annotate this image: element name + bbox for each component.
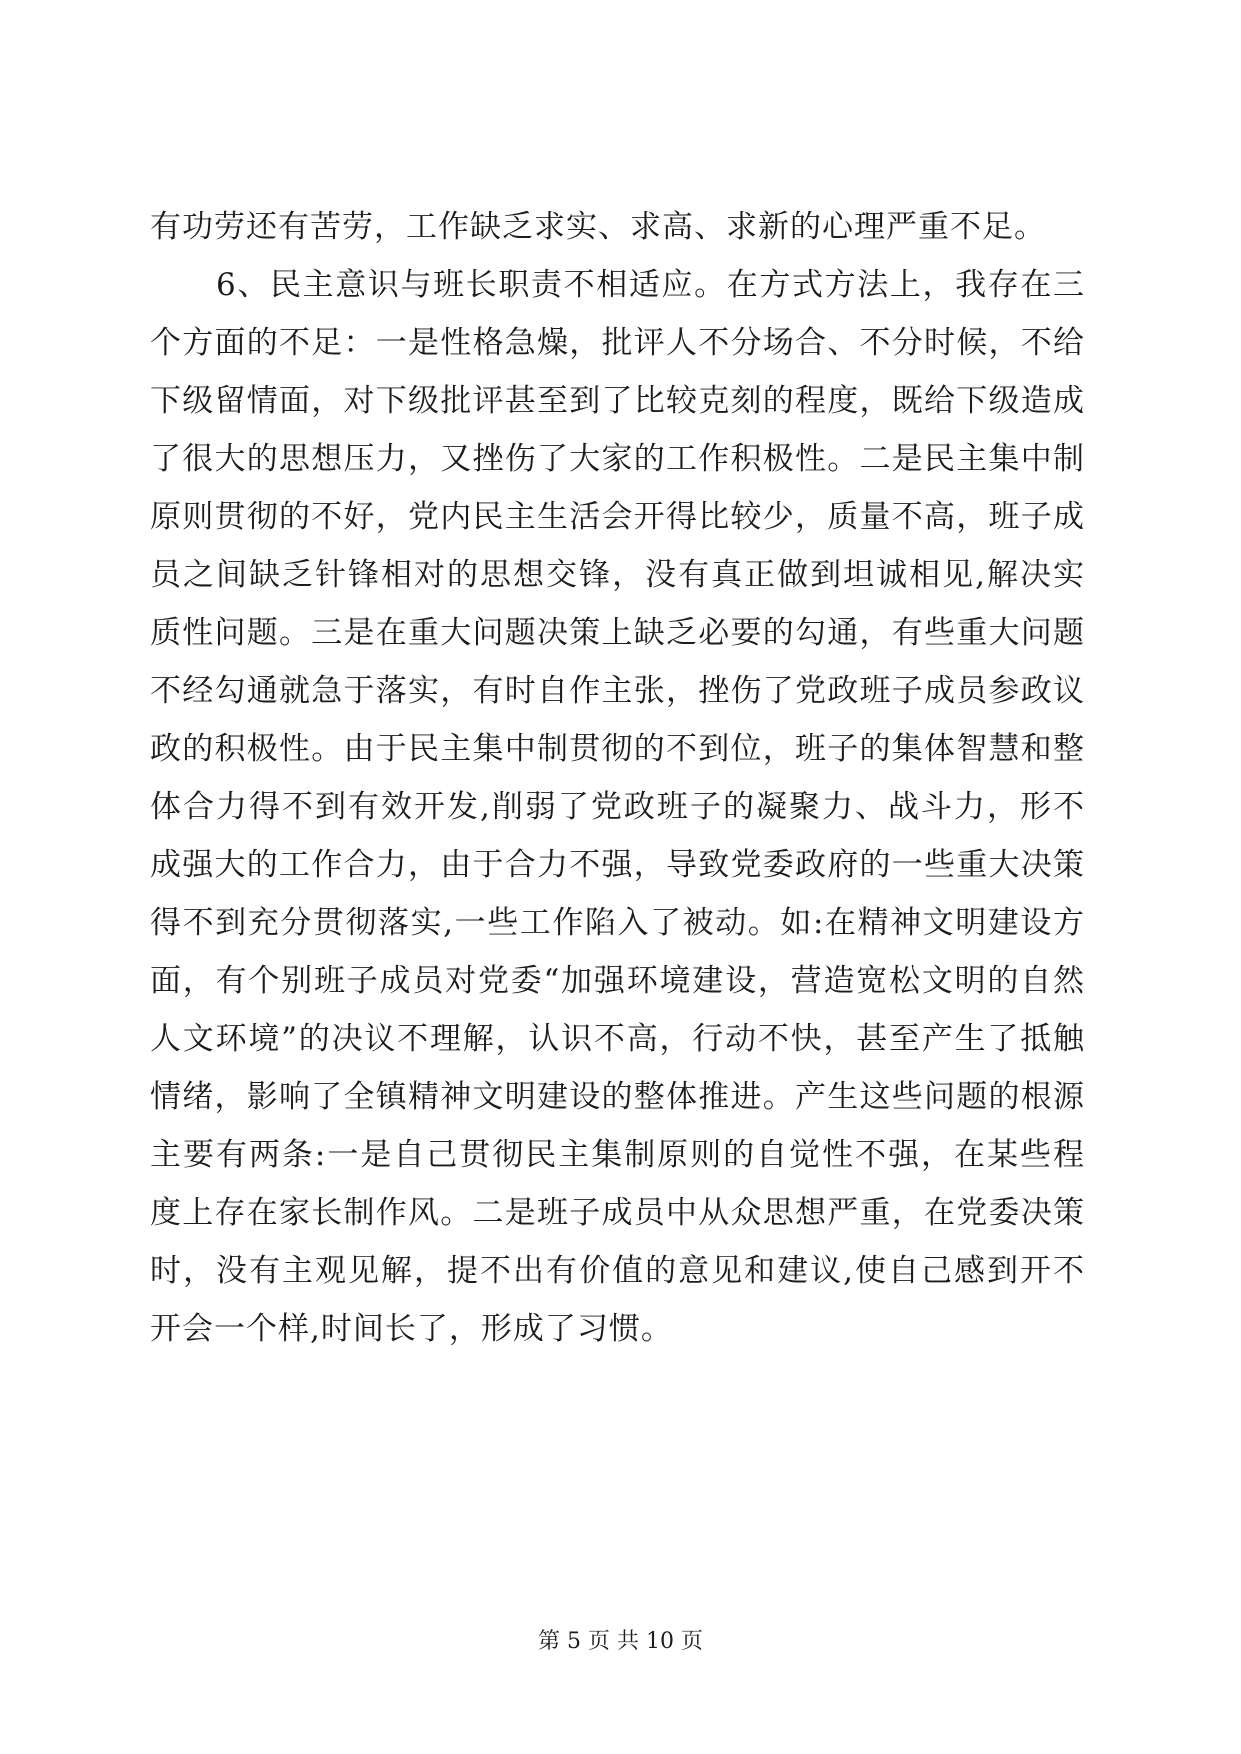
page-footer: 第 5 页 共 10 页: [538, 1629, 703, 1654]
document-body: [150, 198, 1085, 1358]
paragraph-item-6: 6、民主意识与班长职责不相适应。在方式方法上，我存在三个方面的不足：一是性格急燥，批评人不分场合、不分时候，不给下级留情面，对下级批评甚至到了比较克刻的程度，既给下级造成了很大的思想压力，又挫伤了大家的工作积极性。二是民主集中制原则贯彻的不好，党内民主生活会开得比较少，质量不高，班子成员之间缺乏针锋相对的思想交锋，没有真正做到坦诚相见,解决实质性问题。三是在重大问题决策上缺乏必要的勾通，有些重大问题不经勾通就急于落实，有时自作主张，挫伤了党政班子成员参政议政的积极性。由于民主集中制贯彻的不到位，班子的集体智慧和整体合力得不到有效开发,削弱了党政班子的凝聚力、战斗力，形不成强大的工作合力，由于合力不强，导致党委政府的一些重大决策得不到充分贯彻落实,一些工作陷入了被动。如:在精神文明建设方面，有个别班子成员对党委“加强环境建设，营造宽松文明的自然人文环境”的决议不理解，认识不高，行动不快，甚至产生了抵触情绪，影响了全镇精神文明建设的整体推进。产生这些问题的根源主要有两条:一是自己贯彻民主集制原则的自觉性不强，在某些程度上存在家长制作风。二是班子成员中从众思想严重，在党委决策时，没有主观见解，提不出有价值的意见和建议,使自己感到开不开会一个样,时间长了，形成了习惯。: [150, 267, 1085, 1347]
paragraph-continued: 有功劳还有苦劳，工作缺乏求实、求高、求新的心理严重不足。: [150, 209, 1046, 245]
